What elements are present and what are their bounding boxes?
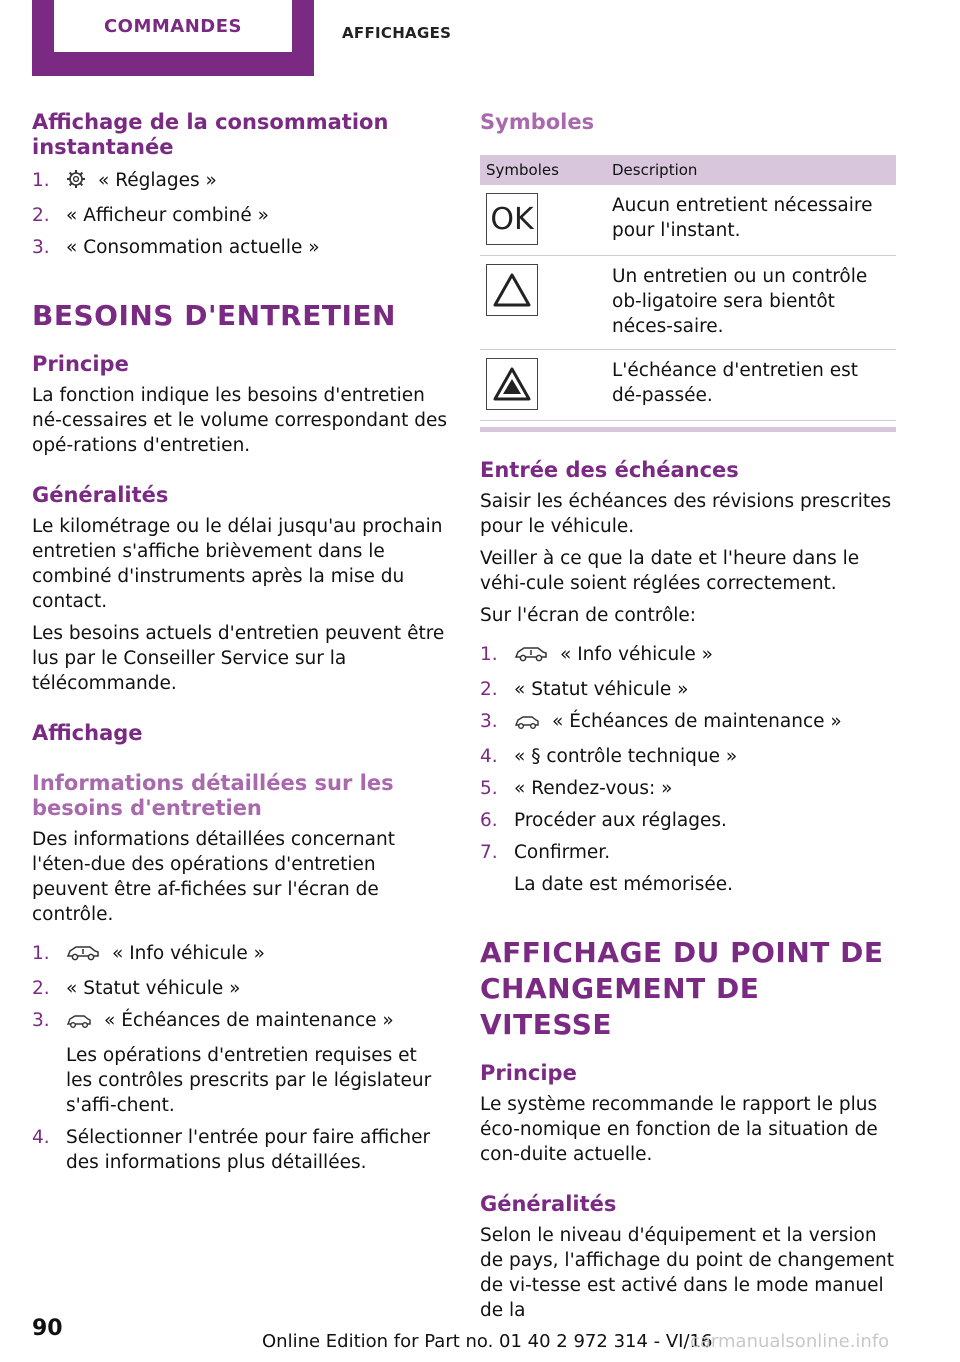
car-service-icon: [514, 712, 540, 737]
edition-footer: Online Edition for Part no. 01 40 2 972 314 - VI/16: [262, 1331, 713, 1352]
step-text: « Rendez-vous: »: [514, 778, 673, 799]
shift-general-heading: Généralités: [480, 1192, 617, 1216]
shift-heading: AFFICHAGE DU POINT DE CHANGEMENT DE VITESSE: [480, 936, 884, 1041]
list-item: [32, 976, 448, 1001]
step-number: 1.: [32, 943, 50, 964]
display-heading: Affichage: [32, 721, 143, 745]
dates-text-2: Veiller à ce que la date et l'heure dans le véhi-cule soient réglées correctement.: [480, 548, 860, 594]
shift-general-text: Selon le niveau d'équipement et la version de pays, l'affichage du point de changement de vi-tesse est activé dans le mode manuel de la: [480, 1225, 895, 1321]
list-item: [480, 808, 896, 833]
step-number: 2.: [480, 679, 498, 700]
step-number: 4.: [32, 1127, 50, 1148]
step-text: « Info véhicule »: [112, 943, 265, 964]
table-cell-description: L'échéance d'entretien est dé-passée.: [606, 350, 896, 421]
step-number: 1.: [480, 644, 498, 665]
step-text: Confirmer.: [514, 842, 611, 863]
step-number: 7.: [480, 842, 498, 863]
maintenance-heading: BESOINS D'ENTRETIEN: [32, 299, 396, 332]
car-info-icon: [66, 944, 100, 969]
step-text: « Consommation actuelle »: [66, 237, 320, 258]
tab-affichages[interactable]: AFFICHAGES: [342, 24, 452, 42]
step-text: « Info véhicule »: [560, 644, 713, 665]
step-text: « Échéances de maintenance »: [552, 711, 842, 732]
step-number: 3.: [480, 711, 498, 732]
general-text-1: Le kilométrage ou le délai jusqu'au prochain entretien s'affiche brièvement dans le combiné d'instruments après la mise du contact.: [32, 516, 443, 612]
list-item: [32, 1008, 448, 1118]
filled-warning-triangle-icon: [486, 358, 538, 410]
list-item: [480, 776, 896, 801]
shift-principle-heading: Principe: [480, 1061, 577, 1085]
ok-symbol-text: OK: [490, 201, 534, 237]
list-item: [32, 203, 448, 228]
step-number: 6.: [480, 810, 498, 831]
list-item: [480, 677, 896, 702]
dates-heading: Entrée des échéances: [480, 458, 739, 482]
ok-icon: [486, 193, 538, 245]
watermark-text: carmanualsonline.info: [690, 1331, 890, 1352]
car-service-icon: [66, 1011, 92, 1036]
right-column: [480, 110, 896, 1323]
tab-commandes-label: COMMANDES: [54, 0, 292, 52]
details-steps: [32, 941, 448, 1175]
list-item: [480, 642, 896, 670]
step-text: « Statut véhicule »: [514, 679, 689, 700]
column-header-description: Description: [606, 155, 896, 185]
principle-heading: Principe: [32, 352, 129, 376]
table-divider: [480, 427, 896, 432]
warning-triangle-icon: [486, 264, 538, 316]
left-column: [32, 110, 448, 1182]
step-text: « Afficheur combiné »: [66, 205, 269, 226]
step-number: 2.: [32, 205, 50, 226]
step-text: Procéder aux réglages.: [514, 810, 727, 831]
gear-icon: [66, 169, 86, 196]
consumption-heading: Affichage de la consommation instantanée: [32, 110, 389, 159]
table-row: [480, 185, 896, 256]
step-note: Les opérations d'entretien requises et les contrôles prescrits par le législateur s'affi-chent.: [66, 1045, 432, 1116]
symbols-heading: Symboles: [480, 110, 595, 134]
step-text: « Réglages »: [98, 170, 217, 191]
list-item: [32, 941, 448, 969]
step-number: 3.: [32, 237, 50, 258]
car-info-icon: [514, 645, 548, 670]
shift-principle-text: Le système recommande le rapport le plus éco-nomique en fonction de la situation de con-duite actuelle.: [480, 1094, 878, 1165]
step-note: La date est mémorisée.: [514, 874, 734, 895]
step-number: 3.: [32, 1010, 50, 1031]
tab-commandes[interactable]: [32, 0, 314, 76]
general-text-2: Les besoins actuels d'entretien peuvent être lus par le Conseiller Service sur la télécommande.: [32, 623, 445, 694]
table-cell-description: Aucun entretient nécessaire pour l'instant.: [606, 185, 896, 256]
principle-text: La fonction indique les besoins d'entretien né-cessaires et le volume correspondant des opé-rations d'entretien.: [32, 385, 448, 456]
step-text: « Échéances de maintenance »: [104, 1010, 394, 1031]
list-item: [480, 709, 896, 737]
column-header-symbols: Symboles: [480, 155, 606, 185]
list-item: [480, 840, 896, 897]
details-heading: Informations détaillées sur les besoins d'entretien: [32, 771, 394, 820]
dates-text-1: Saisir les échéances des révisions prescrites pour le véhicule.: [480, 491, 892, 537]
details-text: Des informations détaillées concernant l'éten-due des opérations d'entretien peuvent être af-fichées sur l'écran de contrôle.: [32, 829, 395, 925]
step-text: « § contrôle technique »: [514, 746, 738, 767]
step-number: 5.: [480, 778, 498, 799]
step-text: « Statut véhicule »: [66, 978, 241, 999]
list-item: [32, 235, 448, 260]
list-item: [32, 1125, 448, 1175]
table-row: [480, 350, 896, 421]
dates-steps: [480, 642, 896, 897]
general-heading: Généralités: [32, 483, 169, 507]
step-number: 2.: [32, 978, 50, 999]
table-row: [480, 256, 896, 350]
consumption-steps: [32, 168, 448, 260]
page-number: 90: [32, 1316, 63, 1341]
table-cell-description: Un entretien ou un contrôle ob-ligatoire sera bientôt néces-saire.: [606, 256, 896, 350]
list-item: [480, 744, 896, 769]
step-text: Sélectionner l'entrée pour faire afficher des informations plus détaillées.: [66, 1127, 431, 1173]
symbols-table: [480, 155, 896, 421]
list-item: [32, 168, 448, 196]
step-number: 4.: [480, 746, 498, 767]
step-number: 1.: [32, 170, 50, 191]
dates-text-3: Sur l'écran de contrôle:: [480, 605, 697, 626]
